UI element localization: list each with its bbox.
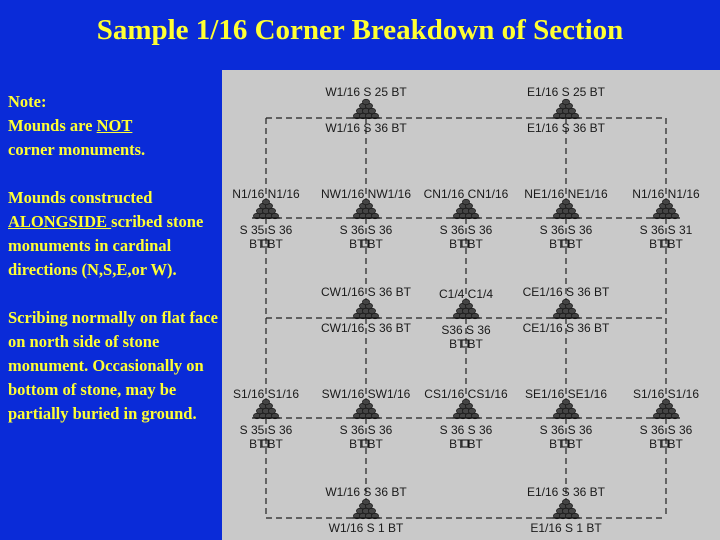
corner-label-bottom: CE1/16 S 36 BT xyxy=(522,321,610,335)
stone-mound-icon xyxy=(552,399,580,419)
stone-mound-icon xyxy=(452,199,480,219)
note-text: Mounds constructed xyxy=(8,188,153,207)
corner-label-section: S36 S 36 xyxy=(441,323,491,337)
stone-mound-icon xyxy=(552,99,580,119)
corner-label-top: SW1/16 SW1/16 xyxy=(321,387,411,401)
corner-label-section: S 36 S 36 xyxy=(439,223,493,237)
corner-label-bt: BT BT xyxy=(549,237,583,251)
corner-w16-top xyxy=(325,85,407,135)
stone-mound-icon xyxy=(552,199,580,219)
stone-mound-icon xyxy=(252,399,280,419)
corner-label-top: E1/16 S 36 BT xyxy=(526,485,606,499)
section-corner-diagram xyxy=(222,70,720,540)
corner-label-top: NW1/16 NW1/16 xyxy=(320,187,412,201)
corner-label-bt: BT BT xyxy=(649,237,683,251)
stone-mound-icon xyxy=(552,499,580,519)
corner-label-section: S 35 S 36 xyxy=(239,223,293,237)
corner-label-top: W1/16 S 25 BT xyxy=(325,85,407,99)
corner-label-bottom: W1/16 S 1 BT xyxy=(328,521,404,535)
stone-mound-icon xyxy=(452,299,480,319)
note-text: corner monuments. xyxy=(8,140,146,159)
note-text: scribed stone monuments in cardinal directions (N,S,E,or W). xyxy=(8,212,204,279)
corner-label-section: S 35 S 36 xyxy=(239,423,293,437)
corner-e16-top xyxy=(527,85,606,135)
note-emphasis-not: NOT xyxy=(96,116,133,135)
corner-label-bt: BT BT xyxy=(349,437,383,451)
corner-label-bottom: E1/16 S 36 BT xyxy=(526,121,606,135)
note-paragraph-1 xyxy=(8,90,220,162)
corner-label-top: C1/4 C1/4 xyxy=(438,287,494,301)
stone-mound-icon xyxy=(452,399,480,419)
corner-label-top: CW1/16 S 36 BT xyxy=(320,285,412,299)
corner-label-section: S 36 S 36 xyxy=(339,423,393,437)
corner-label-bt: BT BT xyxy=(449,337,483,351)
corner-label-top: NE1/16 NE1/16 xyxy=(524,187,608,201)
diagram-svg xyxy=(222,70,720,540)
corner-label-section: S 36 S 31 xyxy=(639,223,693,237)
corner-w16-bottom xyxy=(325,485,407,535)
corner-label-top: N1/16 N1/16 xyxy=(632,187,700,201)
corner-label-top: CN1/16 CN1/16 xyxy=(423,187,509,201)
corner-cw16 xyxy=(321,285,412,335)
corner-label-top: S1/16 S1/16 xyxy=(232,387,300,401)
corner-label-section: S 36 S 36 xyxy=(439,423,493,437)
corner-label-bottom: W1/16 S 36 BT xyxy=(325,121,407,135)
corner-label-section: S 36 S 36 xyxy=(539,223,593,237)
stone-mound-icon xyxy=(352,99,380,119)
corner-label-bottom: E1/16 S 1 BT xyxy=(530,521,602,535)
corner-label-bt: BT BT xyxy=(449,237,483,251)
corner-label-top: CS1/16 CS1/16 xyxy=(424,387,508,401)
stone-mound-icon xyxy=(352,299,380,319)
corner-label-top: E1/16 S 25 BT xyxy=(526,85,606,99)
corner-label-bt: BT BT xyxy=(649,437,683,451)
stone-mound-icon xyxy=(352,199,380,219)
corner-cs16 xyxy=(424,387,508,451)
note-text: Mounds are xyxy=(8,116,97,135)
corner-e16-bottom xyxy=(527,485,606,535)
stone-mound-icon xyxy=(352,499,380,519)
stone-mound-icon xyxy=(352,399,380,419)
corner-ce16 xyxy=(523,285,610,335)
corner-label-section: S 36 S 36 xyxy=(339,223,393,237)
corner-label-top: W1/16 S 36 BT xyxy=(325,485,407,499)
note-emphasis-alongside: ALONGSIDE xyxy=(8,212,112,231)
corner-label-bt: BT BT xyxy=(349,237,383,251)
stone-mound-icon xyxy=(652,399,680,419)
note-heading: Note: xyxy=(8,92,47,111)
stone-mound-icon xyxy=(552,299,580,319)
corner-label-top: SE1/16 SE1/16 xyxy=(524,387,608,401)
stone-mound-icon xyxy=(252,199,280,219)
corner-label-bottom: CW1/16 S 36 BT xyxy=(320,321,412,335)
notes-panel xyxy=(8,90,220,450)
stone-mound-icon xyxy=(652,199,680,219)
corner-label-top: S1/16 S1/16 xyxy=(632,387,700,401)
note-paragraph-3: Scribing normally on flat face on north side of stone monument. Occasionally on bottom of stone, may be partially buried in ground. xyxy=(8,308,218,423)
slide-title: Sample 1/16 Corner Breakdown of Section xyxy=(96,14,624,46)
corner-label-bt: BT BT xyxy=(449,437,483,451)
corner-label-top: N1/16 N1/16 xyxy=(232,187,300,201)
corner-label-section: S 36 S 36 xyxy=(639,423,693,437)
corner-label-bt: BT BT xyxy=(549,437,583,451)
corner-label-bt: BT BT xyxy=(249,437,283,451)
corner-monuments xyxy=(232,85,700,535)
corner-label-section: S 36 S 36 xyxy=(539,423,593,437)
corner-label-bt: BT BT xyxy=(249,237,283,251)
corner-label-top: CE1/16 S 36 BT xyxy=(522,285,610,299)
note-paragraph-2 xyxy=(8,186,220,282)
